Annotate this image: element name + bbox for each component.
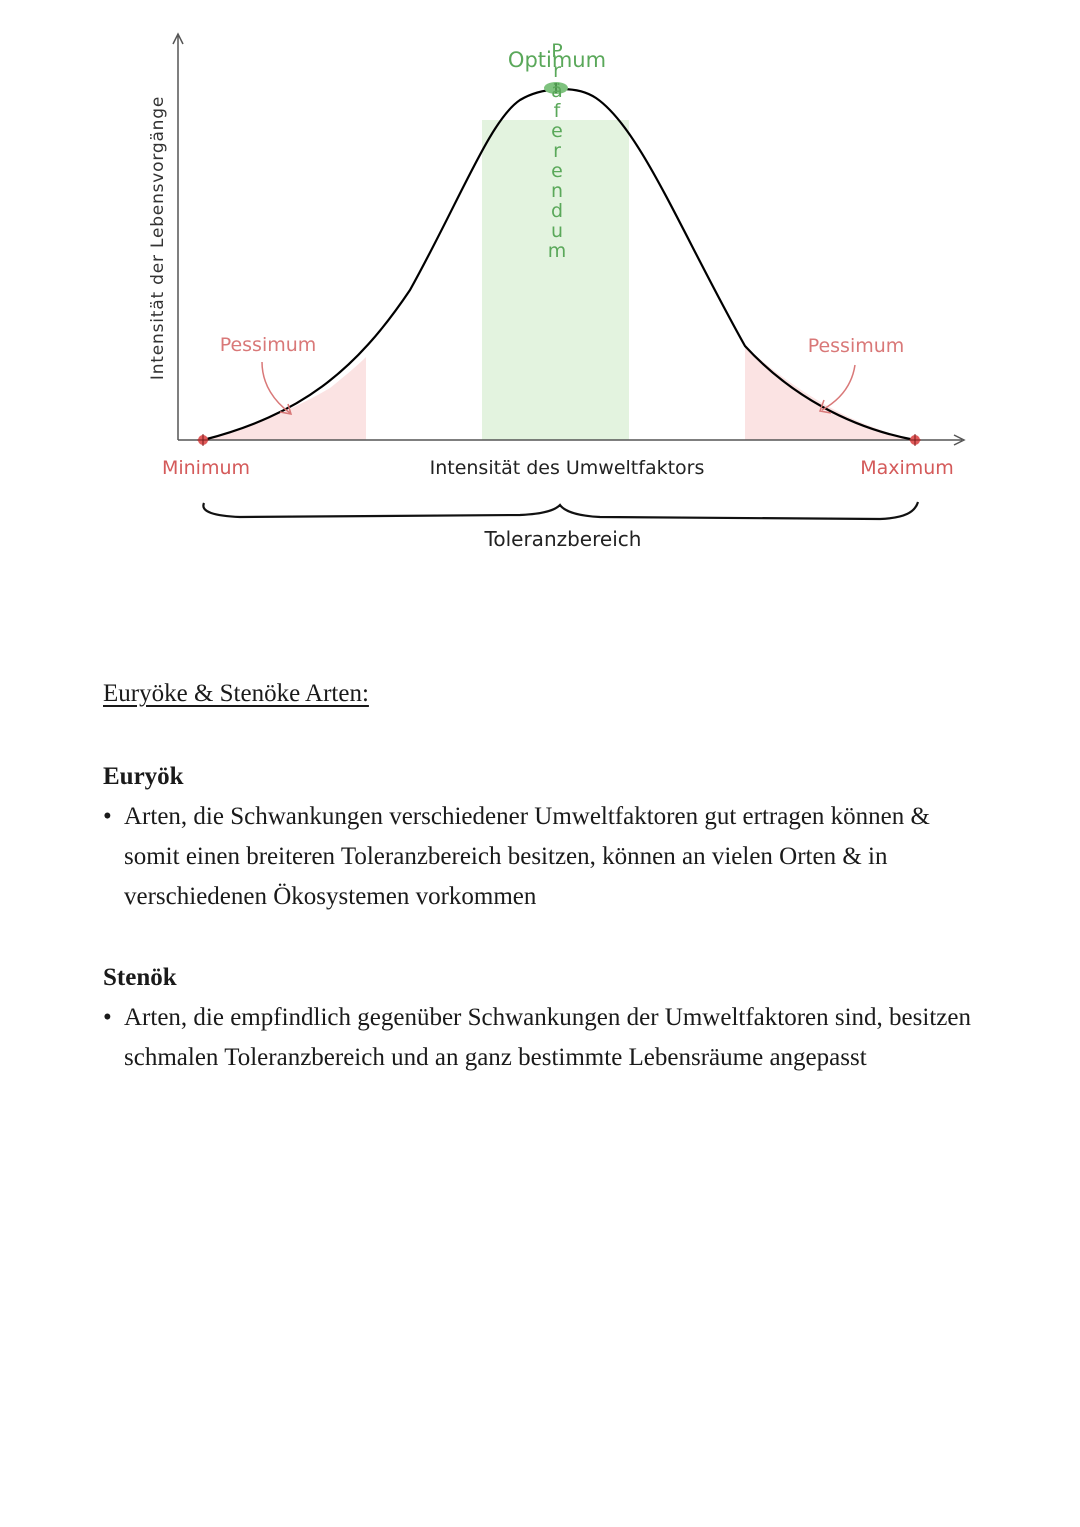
maximum-label: Maximum <box>860 457 954 479</box>
list-item: • Arten, die empfindlich gegenüber Schwankungen der Umweltfaktoren sind, besitzen schmalen Toleranzbereich und an ganz bestimmte Lebensräume angepasst <box>103 998 983 1078</box>
pessimum-right-label: Pessimum <box>807 335 905 357</box>
maximum-marker <box>909 434 921 446</box>
toleranzbereich-label: Toleranzbereich <box>484 527 642 551</box>
pessimum-right-area <box>745 346 915 440</box>
minimum-label: Minimum <box>161 457 251 479</box>
stenoek-list <box>103 998 983 1078</box>
pessimum-left-label: Pessimum <box>219 334 317 356</box>
euryoek-block <box>103 757 983 917</box>
section-title: Euryöke & Stenöke Arten: <box>103 680 369 707</box>
pessimum-left-arrow <box>262 362 290 413</box>
euryoek-heading: Euryök <box>103 763 184 790</box>
pessimum-right-arrow <box>822 365 855 410</box>
y-axis-label: Intensität der Lebensvorgänge <box>148 95 168 381</box>
minimum-marker <box>197 434 209 446</box>
list-item: • Arten, die Schwankungen verschiedener Umweltfaktoren gut ertragen können & somit einen breiteren Toleranzbereich besitzen, können an vielen Orten & in verschiedenen Ökosystemen vorkommen <box>103 797 983 917</box>
praeferendum-label: Präferendum <box>546 40 568 260</box>
euryoek-list <box>103 797 983 917</box>
tolerance-curve-diagram <box>0 0 1080 600</box>
toleranzbereich-brace <box>203 502 918 519</box>
x-axis-label: Intensität des Umweltfaktors <box>429 457 705 479</box>
stenoek-heading: Stenök <box>103 964 177 991</box>
stenoek-block <box>103 958 983 1078</box>
optimum-label: Optimum <box>507 48 607 72</box>
